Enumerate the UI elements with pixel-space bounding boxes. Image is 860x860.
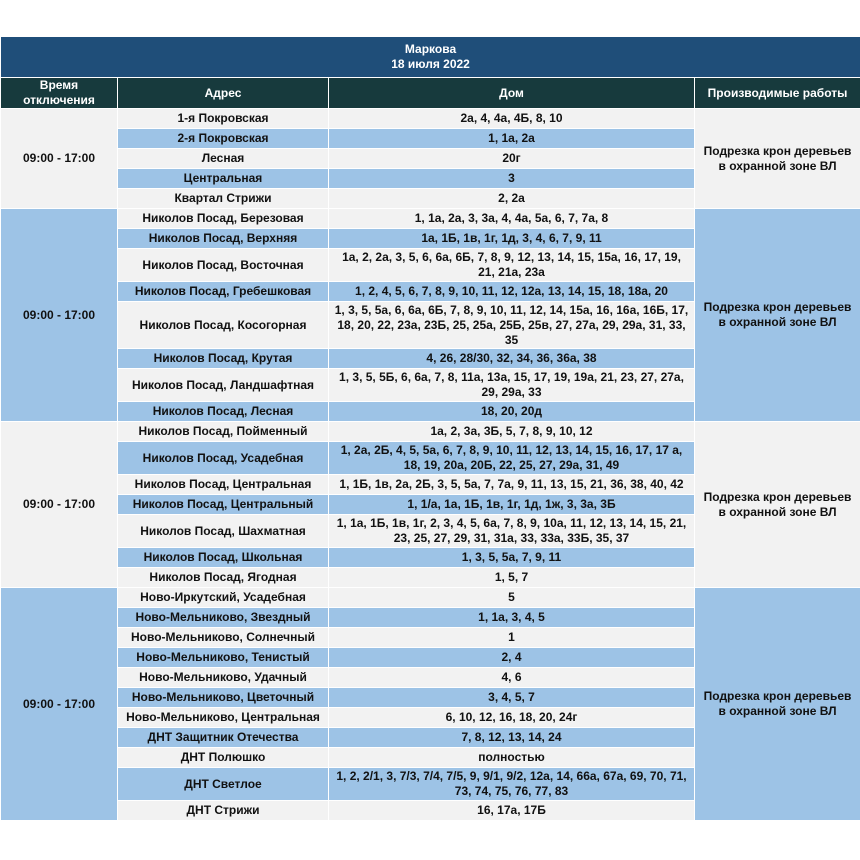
houses-cell: 1, 3, 5, 5Б, 6, 6а, 7, 8, 11а, 13а, 15, 17, 19, 19а, 21, 23, 27, 27а, 29, 29а, 33 xyxy=(329,369,695,402)
houses-cell: 1, 3, 5, 5а, 6, 6а, 6Б, 7, 8, 9, 10, 11, 12, 14, 15а, 16, 16а, 16Б, 17, 18, 20, 22, 23а, 23Б, 25, 25а, 25Б, 25в, 27, 27а, 29, 29а, 31, 33, 35 xyxy=(329,302,695,349)
column-header-time: Время отключения xyxy=(1,78,118,109)
schedule-body xyxy=(1,109,860,821)
houses-cell: 7, 8, 12, 13, 14, 24 xyxy=(329,728,695,748)
houses-cell: 4, 26, 28/30, 32, 34, 36, 36а, 38 xyxy=(329,349,695,369)
houses-cell: 18, 20, 20д xyxy=(329,402,695,422)
address-cell: Николов Посад, Усадебная xyxy=(118,442,329,475)
address-cell: ДНТ Защитник Отечества xyxy=(118,728,329,748)
table-row xyxy=(1,422,860,442)
houses-cell: полностью xyxy=(329,748,695,768)
column-header-work: Производимые работы xyxy=(695,78,860,109)
houses-cell: 2, 4 xyxy=(329,648,695,668)
houses-cell: 1, 1а, 3, 4, 5 xyxy=(329,608,695,628)
address-cell: 2-я Покровская xyxy=(118,129,329,149)
houses-cell: 5 xyxy=(329,588,695,608)
address-cell: Николов Посад, Косогорная xyxy=(118,302,329,349)
outage-schedule-table xyxy=(0,36,860,821)
houses-cell: 1, 2, 2/1, 3, 7/3, 7/4, 7/5, 9, 9/1, 9/2, 12а, 14, 66а, 67а, 69, 70, 71, 73, 74, 75, 76, 77, 83 xyxy=(329,768,695,801)
schedule-date: 18 июля 2022 xyxy=(391,57,470,71)
address-cell: Николов Посад, Школьная xyxy=(118,548,329,568)
houses-cell: 1, 1Б, 1в, 2а, 2Б, 3, 5, 5а, 7, 7а, 9, 11, 13, 15, 21, 36, 38, 40, 42 xyxy=(329,475,695,495)
title-row xyxy=(1,37,860,78)
address-cell: Ново-Мельниково, Удачный xyxy=(118,668,329,688)
houses-cell: 3 xyxy=(329,169,695,189)
address-cell: Николов Посад, Восточная xyxy=(118,249,329,282)
address-cell: Николов Посад, Березовая xyxy=(118,209,329,229)
address-cell: Николов Посад, Ландшафтная xyxy=(118,369,329,402)
address-cell: Николов Посад, Центральная xyxy=(118,475,329,495)
outage-time-cell: 09:00 - 17:00 xyxy=(1,422,118,588)
houses-cell: 2, 2а xyxy=(329,189,695,209)
address-cell: Ново-Мельниково, Звездный xyxy=(118,608,329,628)
outage-time-cell: 09:00 - 17:00 xyxy=(1,209,118,422)
address-cell: 1-я Покровская xyxy=(118,109,329,129)
address-cell: Николов Посад, Ягодная xyxy=(118,568,329,588)
address-cell: Ново-Мельниково, Центральная xyxy=(118,708,329,728)
column-header-address: Адрес xyxy=(118,78,329,109)
address-cell: Ново-Иркутский, Усадебная xyxy=(118,588,329,608)
houses-cell: 1 xyxy=(329,628,695,648)
table-title xyxy=(1,37,860,78)
address-cell: ДНТ Стрижи xyxy=(118,801,329,821)
address-cell: Центральная xyxy=(118,169,329,189)
address-cell: Николов Посад, Верхняя xyxy=(118,229,329,249)
houses-cell: 1а, 2, 2а, 3, 5, 6, 6а, 6Б, 7, 8, 9, 12, 13, 14, 15, 15а, 16, 17, 19, 21, 21а, 23а xyxy=(329,249,695,282)
houses-cell: 1, 1а, 1Б, 1в, 1г, 2, 3, 4, 5, 6а, 7, 8, 9, 10а, 11, 12, 13, 14, 15, 21, 23, 25, 27, 29, 31, 31а, 33, 33а, 33Б, 35, 37 xyxy=(329,515,695,548)
table-row xyxy=(1,209,860,229)
houses-cell: 1, 3, 5, 5а, 7, 9, 11 xyxy=(329,548,695,568)
houses-cell: 3, 4, 5, 7 xyxy=(329,688,695,708)
column-header-house: Дом xyxy=(329,78,695,109)
work-description-cell: Подрезка крон деревьев в охранной зоне ВЛ xyxy=(695,109,860,209)
houses-cell: 1а, 1Б, 1в, 1г, 1д, 3, 4, 6, 7, 9, 11 xyxy=(329,229,695,249)
houses-cell: 1а, 2, 3а, 3Б, 5, 7, 8, 9, 10, 12 xyxy=(329,422,695,442)
houses-cell: 2а, 4, 4а, 4Б, 8, 10 xyxy=(329,109,695,129)
table-row xyxy=(1,588,860,608)
houses-cell: 1, 1/а, 1а, 1Б, 1в, 1г, 1д, 1ж, 3, 3а, 3Б xyxy=(329,495,695,515)
houses-cell: 1, 5, 7 xyxy=(329,568,695,588)
work-description-cell: Подрезка крон деревьев в охранной зоне ВЛ xyxy=(695,588,860,821)
address-cell: Квартал Стрижи xyxy=(118,189,329,209)
houses-cell: 1, 1а, 2а xyxy=(329,129,695,149)
header-row xyxy=(1,78,860,109)
address-cell: ДНТ Полюшко xyxy=(118,748,329,768)
location-title: Маркова xyxy=(404,42,457,56)
address-cell: Николов Посад, Гребешковая xyxy=(118,282,329,302)
houses-cell: 1, 1а, 2а, 3, 3а, 4, 4а, 5а, 6, 7, 7а, 8 xyxy=(329,209,695,229)
houses-cell: 1, 2а, 2Б, 4, 5, 5а, 6, 7, 8, 9, 10, 11, 12, 13, 14, 15, 16, 17, 17 а, 18, 19, 20а, 20Б, 22, 25, 27, 29а, 31, 49 xyxy=(329,442,695,475)
houses-cell: 1, 2, 4, 5, 6, 7, 8, 9, 10, 11, 12, 12а, 13, 14, 15, 18, 18а, 20 xyxy=(329,282,695,302)
table-row xyxy=(1,109,860,129)
outage-time-cell: 09:00 - 17:00 xyxy=(1,588,118,821)
address-cell: Лесная xyxy=(118,149,329,169)
houses-cell: 16, 17а, 17Б xyxy=(329,801,695,821)
address-cell: ДНТ Светлое xyxy=(118,768,329,801)
work-description-cell: Подрезка крон деревьев в охранной зоне ВЛ xyxy=(695,422,860,588)
houses-cell: 4, 6 xyxy=(329,668,695,688)
address-cell: Ново-Мельниково, Цветочный xyxy=(118,688,329,708)
outage-time-cell: 09:00 - 17:00 xyxy=(1,109,118,209)
houses-cell: 6, 10, 12, 16, 18, 20, 24г xyxy=(329,708,695,728)
address-cell: Николов Посад, Пойменный xyxy=(118,422,329,442)
address-cell: Николов Посад, Шахматная xyxy=(118,515,329,548)
work-description-cell: Подрезка крон деревьев в охранной зоне ВЛ xyxy=(695,209,860,422)
address-cell: Николов Посад, Крутая xyxy=(118,349,329,369)
address-cell: Ново-Мельниково, Тенистый xyxy=(118,648,329,668)
address-cell: Ново-Мельниково, Солнечный xyxy=(118,628,329,648)
address-cell: Николов Посад, Центральный xyxy=(118,495,329,515)
houses-cell: 20г xyxy=(329,149,695,169)
address-cell: Николов Посад, Лесная xyxy=(118,402,329,422)
